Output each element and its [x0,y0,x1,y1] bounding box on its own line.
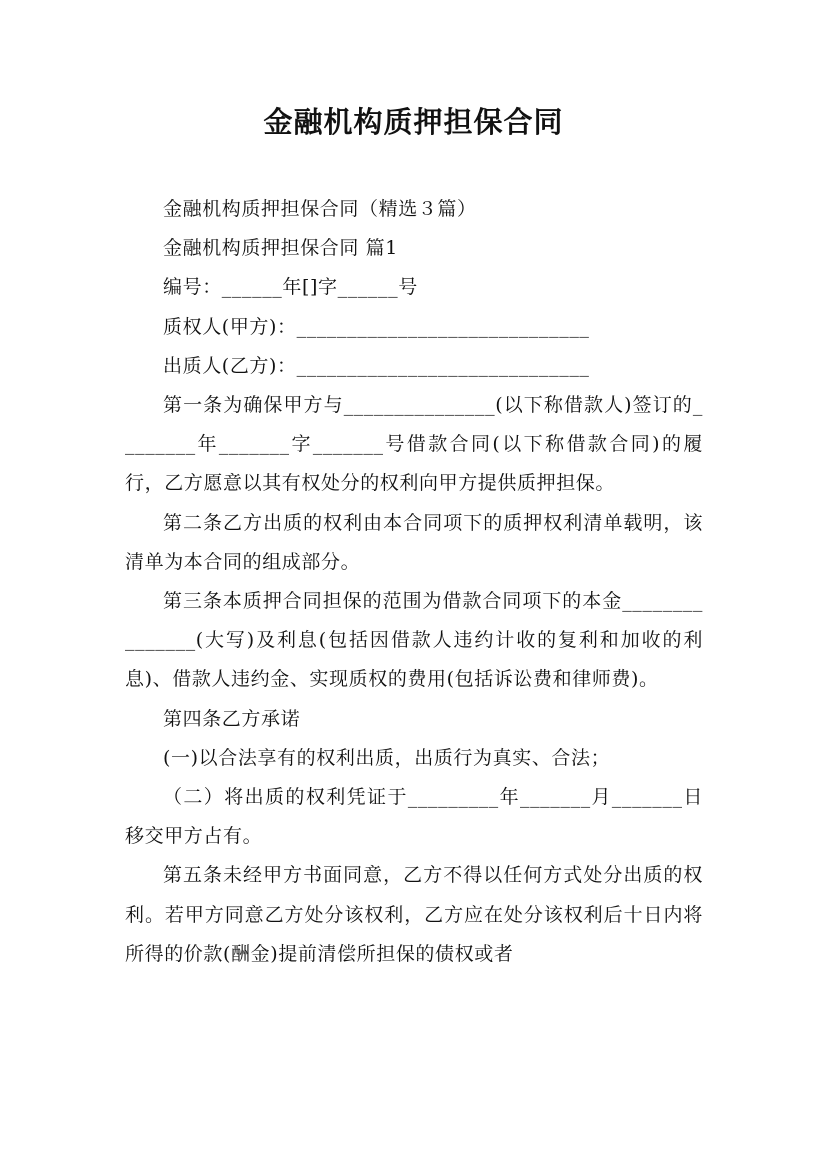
article-4: 第四条乙方承诺 [163,707,301,730]
document-body [125,190,703,974]
article-4-item-2: （二）将出质的权利凭证于_________年_______月_______日移交甲方占有。 [125,786,703,848]
pledgor-line: 出质人(乙方)：_____________________________ [163,354,590,377]
article-1: 第一条为确保甲方与_______________(以下称借款人)签订的________年_______字_______号借款合同(以下称借款合同)的履行，乙方愿意以其有权处分的权利向甲方提供质押担保。 [125,394,703,495]
contract-number-line: 编号：______年[]字______号 [163,276,418,299]
pledgee-line: 质权人(甲方)：_____________________________ [163,315,590,338]
article-5: 第五条未经甲方书面同意，乙方不得以任何方式处分出质的权利。若甲方同意乙方处分该权利，乙方应在处分该权利后十日内将所得的价款(酬金)提前清偿所担保的债权或者 [125,864,703,965]
article-3: 第三条本质押合同担保的范围为借款合同项下的本金_______________(大写)及利息(包括因借款人违约计收的复利和加收的利息)、借款人违约金、实现质权的费用(包括诉讼费和律师费)。 [125,590,703,691]
subtitle-paragraph: 金融机构质押担保合同（精选３篇） [163,198,477,220]
article-4-item-1: (一)以合法享有的权利出质，出质行为真实、合法； [163,746,611,769]
document-title: 金融机构质押担保合同 [263,105,564,139]
article-2: 第二条乙方出质的权利由本合同项下的质押权利清单载明，该清单为本合同的组成部分。 [125,511,703,573]
section-heading: 金融机构质押担保合同 篇1 [163,237,398,260]
